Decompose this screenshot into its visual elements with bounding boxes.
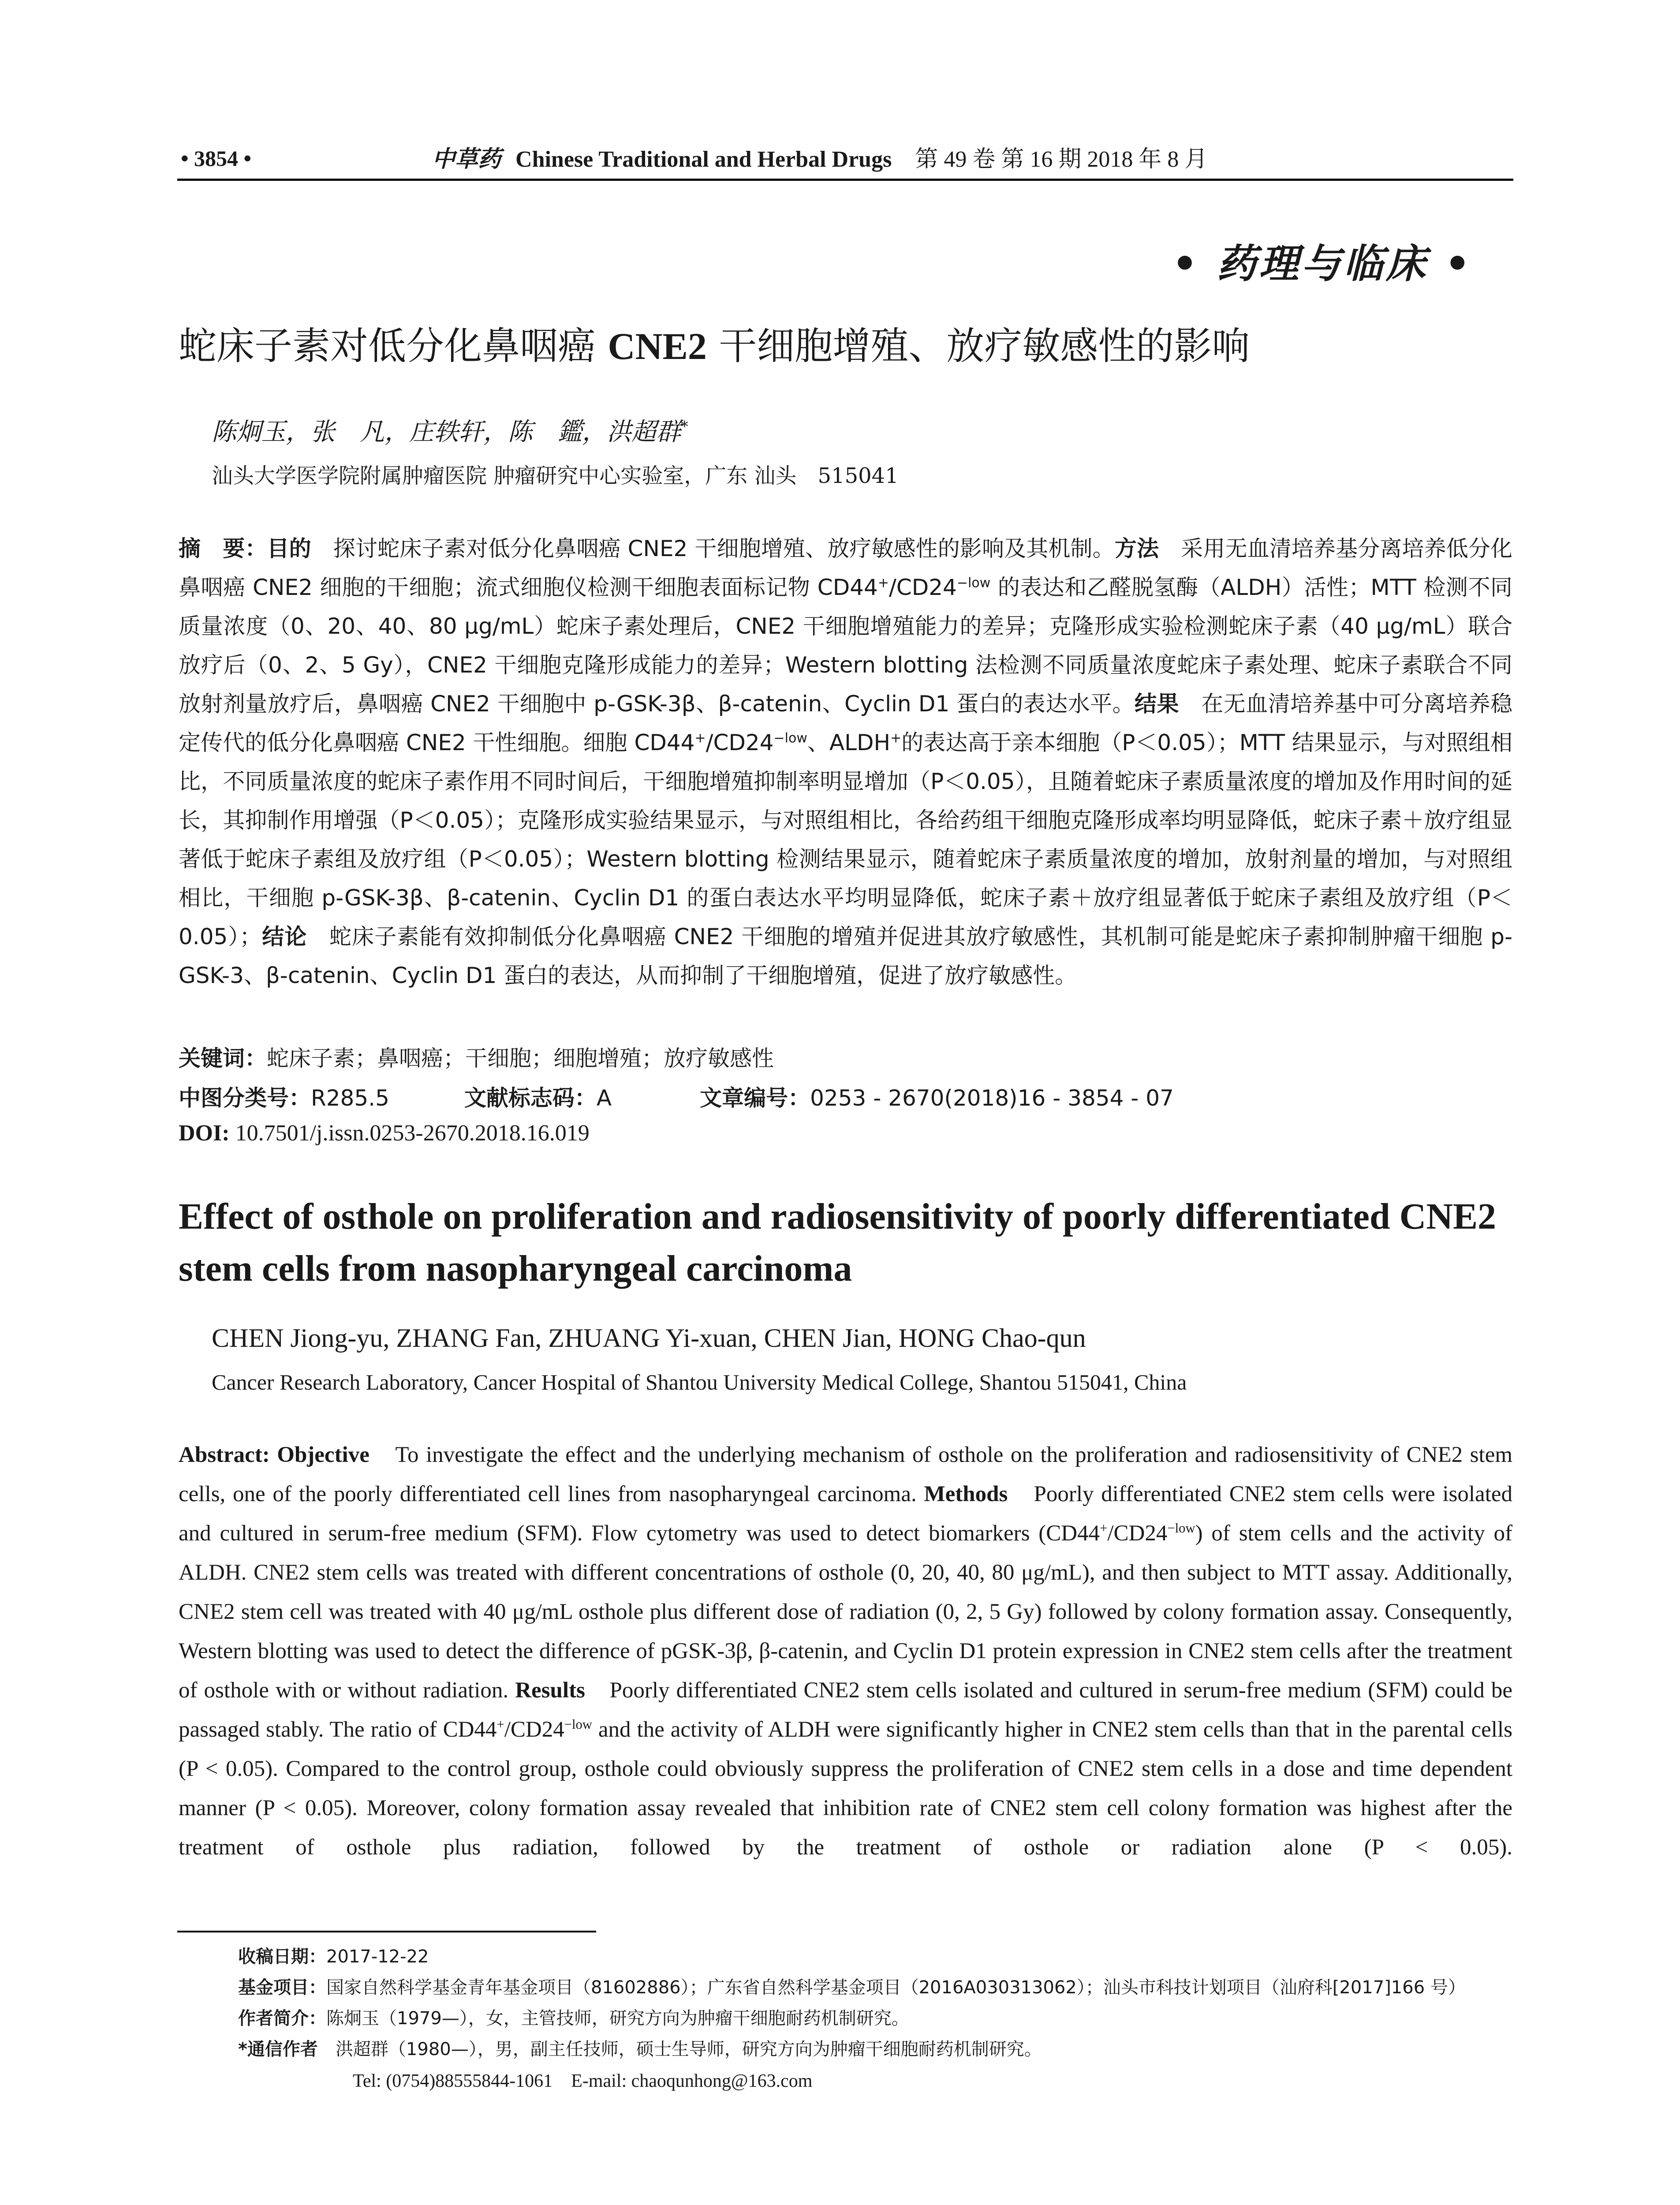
corr-text: 洪超群（1980—），男，副主任技师，硕士生导师，研究方向为肿瘤干细胞耐药机制研究。: [317, 2039, 1042, 2059]
corr-label: *通信作者: [238, 2039, 318, 2059]
doi-value: 10.7501/j.issn.0253-2670.2018.16.019: [229, 1121, 590, 1146]
section-label: • 药理与临床 •: [1172, 240, 1473, 287]
keywords: [179, 1041, 774, 1073]
clc-label: 中图分类号：: [179, 1085, 311, 1111]
authors-en: CHEN Jiong-yu, ZHANG Fan, ZHUANG Yi-xuan, CHEN Jian, HONG Chao-qun: [212, 1323, 1086, 1353]
methods-en-sup-2: −low: [1167, 1521, 1195, 1536]
results-cn-4: 的表达高于亲本细胞（P＜0.05）；MTT 结果显示，与对照组相比，不同质量浓度的蛇床子素作用不同时间后，干细胞增殖抑制率明显增加（P＜0.05），且随着蛇床子素质量浓度的增加及作用时间的延长，其抑制作用增强（P＜0.05）；克隆形成实验结果显示，与对照组相比，各给药组干细胞克隆形成率均明显降低，蛇床子素＋放疗组显著低于蛇床子素组及放疗组（P＜0.05）；Western blotting 检测结果显示，随着蛇床子素质量浓度的增加，放射剂量的增加，与对照组相比，干细胞 p-GSK-3β、β-catenin、Cyclin D1 的蛋白表达水平均明显降低，蛇床子素＋放疗组显著低于蛇床子素组及放疗组（P＜0.05）；: [179, 730, 1512, 949]
article-number-value: 0253 - 2670(2018)16 - 3854 - 07: [810, 1085, 1174, 1111]
methods-en-2: /CD24: [1107, 1521, 1168, 1546]
footnote-corresponding: [238, 2035, 1042, 2060]
title-en: Effect of osthole on proliferation and radiosensitivity of poorly differentiated CNE2 stem cells from nasopharyngeal carcinoma: [179, 1196, 1497, 1289]
results-en-3: and the activity of ALDH were significantly higher in CNE2 stem cells than that in the parental cells (P < 0.05). Compared to the control group, osthole could obviously suppress the proliferation of CNE2 stem cells in a dose and time dependent manner (P < 0.05). Moreover, colony formation assay revealed that inhibition rate of CNE2 stem cell colony formation was highest after the treatment of osthole plus radiation, followed by the treatment of osthole or radiation alone (P < 0.05).: [179, 1717, 1512, 1860]
fund-label: 基金项目：: [238, 1977, 326, 1998]
doc-code-value: A: [596, 1085, 612, 1111]
methods-en-1: Poorly differentiated CNE2 stem cells were isolated and cultured in serum-free medium (SFM). Flow cytometry was used to detect biomarkers (CD44: [179, 1482, 1513, 1546]
received-date: 2017-12-22: [326, 1947, 429, 1967]
conclusion-cn: 蛇床子素能有效抑制低分化鼻咽癌 CNE2 干细胞的增殖并促进其放疗敏感性，其机制可能是蛇床子素抑制肿瘤干细胞 p-GSK-3、β-catenin、Cyclin D1 蛋白的表达，从而抑制了干细胞增殖，促进了放疗敏感性。: [179, 924, 1512, 988]
results-en-sup-2: −low: [564, 1717, 592, 1732]
footnote-bio: [238, 2004, 909, 2029]
fund-text: 国家自然科学基金青年基金项目（81602886）；广东省自然科学基金项目（2016A030313062）；汕头市科技计划项目（汕府科[2017]166 号）: [326, 1977, 1466, 1998]
doi-label: DOI:: [179, 1121, 230, 1146]
classification-line: [179, 1080, 1174, 1112]
results-label-cn: 结果: [1135, 691, 1179, 717]
results-cn-3: 、ALDH: [807, 730, 891, 755]
header-rule: [177, 179, 1513, 181]
methods-cn-3: 的表达和乙醛脱氢酶（ALDH）活性；MTT 检测不同质量浓度（0、20、40、80 μg/mL）蛇床子素处理后，CNE2 干细胞增殖能力的差异；克隆形成实验检测蛇床子素（40 μg/mL）联合放疗后（0、2、5 Gy），CNE2 干细胞克隆形成能力的差异；Western blotting 法检测不同质量浓度蛇床子素处理、蛇床子素联合不同放射剂量放疗后，鼻咽癌 CNE2 干细胞中 p-GSK-3β、β-catenin、Cyclin D1 蛋白的表达水平。: [179, 575, 1512, 717]
journal-logo: 中草药: [432, 146, 501, 172]
page-number: • 3854 •: [181, 146, 252, 171]
methods-label-en: Methods: [924, 1482, 1008, 1506]
authors-cn: [212, 412, 688, 448]
objective-en: To investigate the effect and the underlying mechanism of osthole on the proliferation and radiosensitivity of CNE2 stem cells, one of the poorly differentiated cell lines from nasopharyngeal carcinoma.: [179, 1443, 1513, 1506]
methods-cn-sup-2: −low: [956, 575, 991, 591]
title-cn-part1: 蛇床子素对低分化鼻咽癌: [179, 324, 608, 368]
footnote-fund: [238, 1973, 1466, 1999]
conclusion-label-cn: 结论: [261, 924, 307, 949]
results-cn-sup-3: +: [890, 730, 902, 746]
methods-en-3: ) of stem cells and the activity of ALDH. CNE2 stem cells was treated with different concentrations of osthole (0, 20, 40, 80 μg/mL), and then subject to MTT assay. Additionally, CNE2 stem cell was treated with 40 μg/mL osthole plus different dose of radiation (0, 2, 5 Gy) followed by colony formation assay. Consequently, Western blotting was used to detect the difference of pGSK-3β, β-catenin, and Cyclin D1 protein expression in CNE2 stem cells after the treatment of osthole with or without radiation.: [179, 1521, 1513, 1703]
keywords-text: 蛇床子素；鼻咽癌；干细胞；细胞增殖；放疗敏感性: [267, 1046, 774, 1071]
title-cn-bold: CNE2: [608, 325, 707, 367]
results-cn-1: 在无血清培养基中可分离培养稳定传代的低分化鼻咽癌 CNE2 干性细胞。细胞 CD44: [179, 691, 1513, 755]
results-cn-2: /CD24: [706, 730, 774, 755]
title-cn: [179, 315, 1250, 370]
article-number-label: 文章编号：: [700, 1085, 810, 1111]
results-en-2: /CD24: [504, 1717, 564, 1742]
abstract-cn-label: 摘 要：: [179, 536, 267, 561]
objective-cn: 探讨蛇床子素对低分化鼻咽癌 CNE2 干细胞增殖、放疗敏感性的影响及其机制。: [311, 536, 1115, 561]
footnote-rule: [177, 1931, 596, 1932]
results-en-sup-1: +: [497, 1717, 504, 1732]
bio-text: 陈炯玉（1979—），女，主管技师，研究方向为肿瘤干细胞耐药机制研究。: [326, 2008, 909, 2029]
abstract-en-label: Abstract: Objective: [179, 1443, 370, 1467]
keywords-label: 关键词：: [179, 1046, 267, 1071]
methods-label-cn: 方法: [1114, 536, 1159, 561]
methods-en-sup-1: +: [1100, 1521, 1108, 1536]
corresponding-mark: *: [681, 418, 688, 435]
results-cn-sup-2: −low: [773, 730, 807, 746]
authors-cn-text: 陈炯玉，张 凡，庄轶轩，陈 鑑，洪超群: [212, 418, 681, 446]
journal-name: Chinese Traditional and Herbal Drugs: [515, 147, 892, 172]
methods-cn-sup-1: +: [877, 575, 889, 591]
footnote-contact: Tel: (0754)88555844-1061 E-mail: chaoqunhong@163.com: [353, 2071, 813, 2091]
footnote-received: [238, 1943, 429, 1968]
affiliation-cn: 汕头大学医学院附属肿瘤医院 肿瘤研究中心实验室，广东 汕头 515041: [212, 463, 899, 488]
abstract-cn: [179, 529, 1512, 995]
doc-code-label: 文献标志码：: [464, 1085, 597, 1111]
objective-label-cn: 目的: [267, 536, 311, 561]
issue-info: 第 49 卷 第 16 期 2018 年 8 月: [915, 147, 1208, 172]
abstract-en: [179, 1435, 1512, 1867]
doi: [179, 1120, 590, 1146]
results-en-1: Poorly differentiated CNE2 stem cells isolated and cultured in serum-free medium (SFM) could be passaged stably. The ratio of CD44: [179, 1678, 1512, 1742]
received-label: 收稿日期：: [238, 1947, 326, 1967]
title-cn-part2: 干细胞增殖、放疗敏感性的影响: [706, 324, 1250, 368]
bio-label: 作者简介：: [238, 2008, 326, 2029]
methods-cn-2: /CD24: [889, 575, 957, 600]
methods-cn-1: 采用无血清培养基分离培养低分化鼻咽癌 CNE2 细胞的干细胞；流式细胞仪检测干细胞表面标记物 CD44: [179, 536, 1513, 600]
journal-header: [432, 140, 1207, 173]
affiliation-en: Cancer Research Laboratory, Cancer Hospital of Shantou University Medical College, Shantou 515041, China: [212, 1370, 1187, 1394]
clc-value: R285.5: [311, 1085, 389, 1111]
results-cn-sup-1: +: [694, 730, 706, 746]
results-label-en: Results: [515, 1678, 585, 1703]
